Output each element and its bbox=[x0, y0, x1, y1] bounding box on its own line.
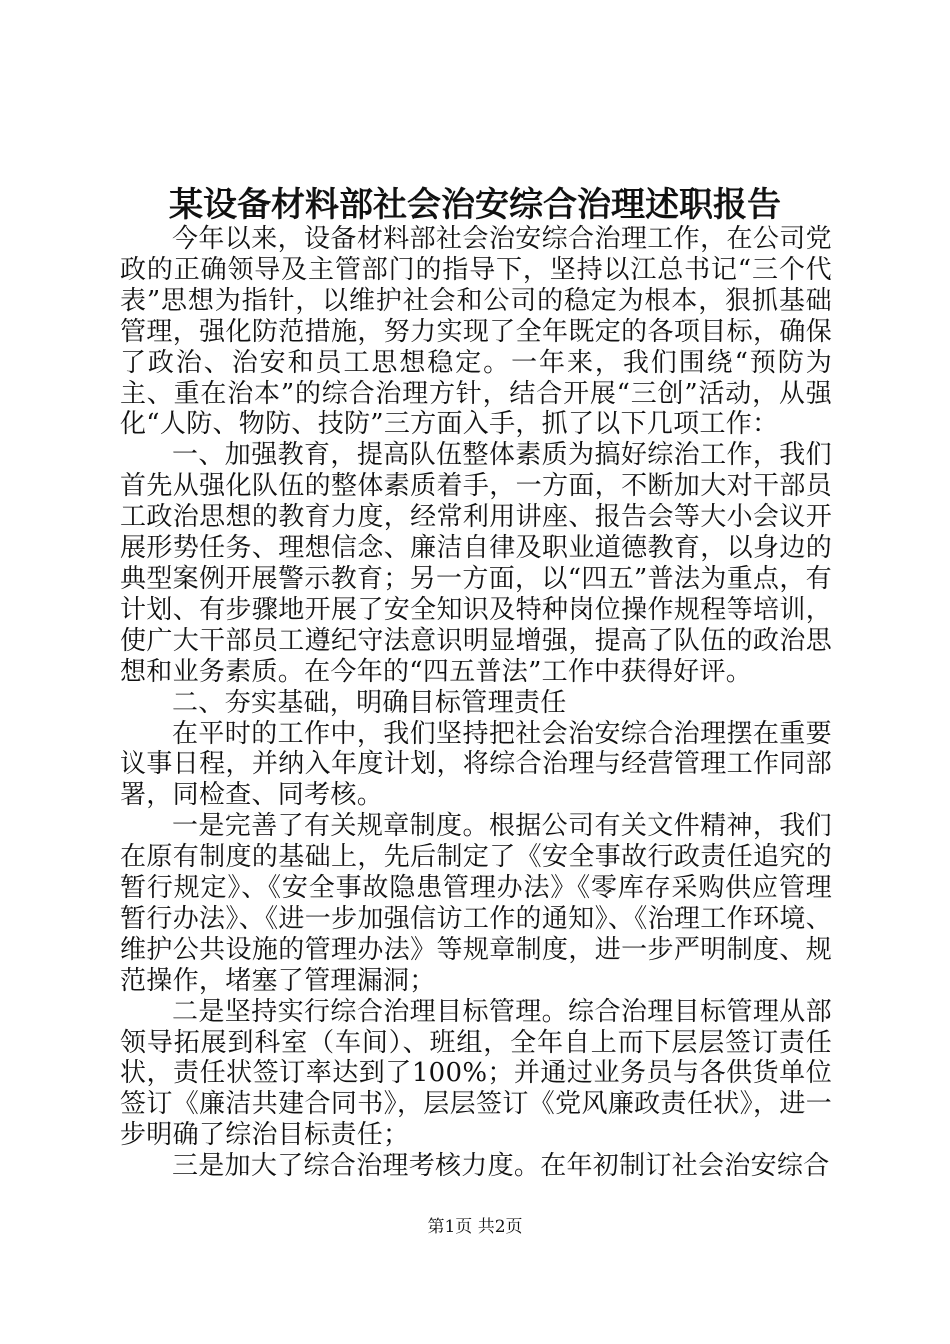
page-footer: 第1页 共2页 bbox=[427, 1217, 523, 1237]
paragraph-section-1: 一、加强教育，提高队伍整体素质为搞好综治工作，我们首先从强化队伍的整体素质着手，一方面，不断加大对干部员工政治思想的教育力度，经常利用讲座、报告会等大小会议开展形势任务、理想信念、廉洁自律及职业道德教育，以身边的典型案例开展警示教育；另一方面，以“四五”普法为重点，有计划、有步骤地开展了安全知识及特种岗位操作规程等培训，使广大干部员工遵纪守法意识明显增强，提高了队伍的政治思想和业务素质。在今年的“四五普法”工作中获得好评。 bbox=[120, 440, 832, 687]
document-body bbox=[120, 224, 832, 1182]
paragraph-item-1: 一是完善了有关规章制度。根据公司有关文件精神，我们在原有制度的基础上，先后制定了《安全事故行政责任追究的暂行规定》、《安全事故隐患管理办法》《零库存采购供应管理暂行办法》、《进一步加强信访工作的通知》、《治理工作环境、维护公共设施的管理办法》等规章制度，进一步严明制度、规范操作，堵塞了管理漏洞； bbox=[120, 811, 832, 996]
paragraph-item-2: 二是坚持实行综合治理目标管理。综合治理目标管理从部领导拓展到科室（车间）、班组，全年自上而下层层签订责任状，责任状签订率达到了100%；并通过业务员与各供货单位签订《廉洁共建合同书》，层层签订《党风廉政责任状》，进一步明确了综治目标责任； bbox=[120, 996, 832, 1151]
paragraph-item-3: 三是加大了综合治理考核力度。在年初制订社会治安综合 bbox=[172, 1151, 830, 1182]
section-heading-2: 二、夯实基础，明确目标管理责任 bbox=[172, 687, 567, 718]
paragraph-section-2-intro: 在平时的工作中，我们坚持把社会治安综合治理摆在重要议事日程，并纳入年度计划，将综合治理与经营管理工作同部署，同检查、同考核。 bbox=[120, 718, 832, 811]
paragraph-intro: 今年以来，设备材料部社会治安综合治理工作，在公司党政的正确领导及主管部门的指导下，坚持以江总书记“三个代表”思想为指针，以维护社会和公司的稳定为根本，狠抓基础管理，强化防范措施，努力实现了全年既定的各项目标，确保了政治、治安和员工思想稳定。一年来，我们围绕“预防为主、重在治本”的综合治理方针，结合开展“三创”活动，从强化“人防、物防、技防”三方面入手，抓了以下几项工作： bbox=[120, 224, 832, 440]
document-title: 某设备材料部社会治安综合治理述职报告 bbox=[169, 185, 781, 225]
